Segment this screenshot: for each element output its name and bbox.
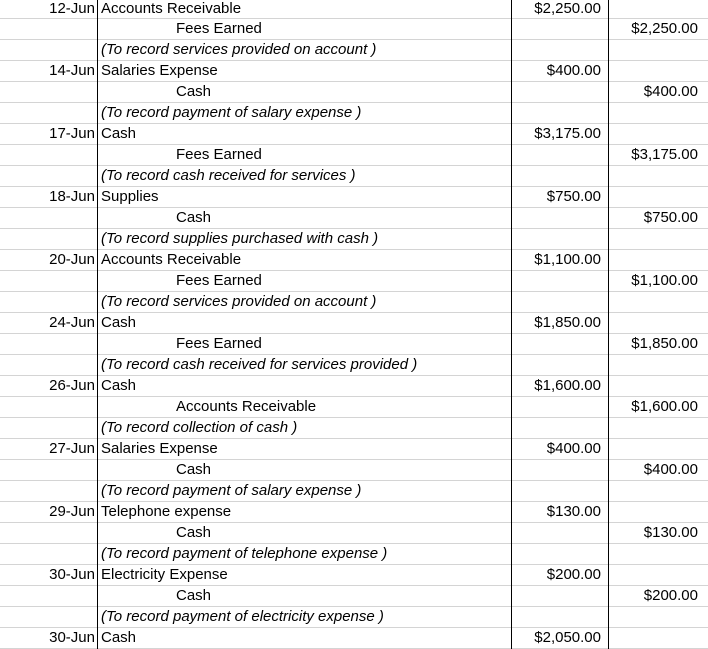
journal-row xyxy=(0,61,708,82)
account-cell[interactable]: Salaries Expense xyxy=(97,61,511,82)
debit-cell[interactable] xyxy=(511,607,608,628)
journal-row xyxy=(0,334,708,355)
journal-row xyxy=(0,586,708,607)
debit-cell[interactable] xyxy=(511,334,608,355)
journal-row xyxy=(0,544,708,565)
date-cell[interactable] xyxy=(0,271,97,292)
account-cell[interactable]: Salaries Expense xyxy=(97,439,511,460)
credit-cell[interactable]: $400.00 xyxy=(608,82,708,103)
debit-cell[interactable]: $1,100.00 xyxy=(511,250,608,271)
credit-cell[interactable]: $1,100.00 xyxy=(608,271,708,292)
debit-cell[interactable] xyxy=(511,19,608,40)
memo-cell[interactable]: (To record cash received for services provided ) xyxy=(97,355,511,376)
credit-cell[interactable] xyxy=(608,502,708,523)
date-cell[interactable] xyxy=(0,418,97,439)
account-cell[interactable]: Electricity Expense xyxy=(97,565,511,586)
date-cell[interactable]: 29-Jun xyxy=(49,503,95,520)
debit-cell[interactable] xyxy=(511,40,608,61)
journal-row xyxy=(0,397,708,418)
account-cell[interactable]: Telephone expense xyxy=(97,502,511,523)
credit-cell[interactable] xyxy=(608,292,708,313)
credit-cell[interactable]: $750.00 xyxy=(608,208,708,229)
journal-row xyxy=(0,607,708,628)
date-cell[interactable] xyxy=(0,523,97,544)
credit-cell[interactable]: $400.00 xyxy=(608,460,708,481)
account-cell[interactable]: Cash xyxy=(97,376,511,397)
credit-cell[interactable] xyxy=(608,439,708,460)
credit-cell[interactable] xyxy=(608,313,708,334)
memo-cell[interactable]: (To record payment of electricity expense ) xyxy=(97,607,511,628)
date-cell[interactable] xyxy=(0,208,97,229)
journal-row xyxy=(0,502,708,523)
memo-cell[interactable]: (To record payment of salary expense ) xyxy=(97,481,511,502)
credit-cell[interactable] xyxy=(608,544,708,565)
account-cell[interactable]: Accounts Receivable xyxy=(97,250,511,271)
date-cell[interactable] xyxy=(0,607,97,628)
debit-cell[interactable]: $400.00 xyxy=(511,61,608,82)
date-cell[interactable] xyxy=(0,397,97,418)
debit-cell[interactable]: $3,175.00 xyxy=(511,124,608,145)
credit-cell[interactable] xyxy=(608,229,708,250)
account-cell[interactable]: Fees Earned xyxy=(97,145,511,166)
account-cell[interactable]: Cash xyxy=(97,124,511,145)
journal-row xyxy=(0,250,708,271)
credit-cell[interactable] xyxy=(608,103,708,124)
memo-cell[interactable]: (To record cash received for services ) xyxy=(97,166,511,187)
credit-cell[interactable]: $1,600.00 xyxy=(608,397,708,418)
journal-row xyxy=(0,565,708,586)
account-cell[interactable]: Cash xyxy=(97,82,511,103)
journal-row xyxy=(0,40,708,61)
debit-cell[interactable]: $1,600.00 xyxy=(511,376,608,397)
credit-cell[interactable]: $3,175.00 xyxy=(608,145,708,166)
journal-row xyxy=(0,166,708,187)
journal-row xyxy=(0,82,708,103)
credit-cell[interactable]: $130.00 xyxy=(608,523,708,544)
account-cell[interactable]: Cash xyxy=(97,313,511,334)
journal-row xyxy=(0,418,708,439)
journal-row xyxy=(0,0,708,19)
date-cell[interactable]: 18-Jun xyxy=(49,188,95,205)
date-cell[interactable] xyxy=(0,19,97,40)
debit-cell[interactable] xyxy=(511,523,608,544)
account-cell[interactable]: Cash xyxy=(97,208,511,229)
date-cell[interactable] xyxy=(0,481,97,502)
journal-row xyxy=(0,145,708,166)
credit-cell[interactable] xyxy=(608,187,708,208)
journal-row xyxy=(0,103,708,124)
date-cell[interactable]: 24-Jun xyxy=(49,314,95,331)
date-cell[interactable]: 12-Jun xyxy=(49,0,95,17)
credit-cell[interactable] xyxy=(608,607,708,628)
credit-cell[interactable] xyxy=(608,166,708,187)
debit-cell[interactable] xyxy=(511,460,608,481)
journal-row xyxy=(0,124,708,145)
journal-row xyxy=(0,271,708,292)
debit-cell[interactable]: $1,850.00 xyxy=(511,313,608,334)
memo-cell[interactable]: (To record services provided on account ) xyxy=(97,292,511,313)
date-cell[interactable]: 17-Jun xyxy=(49,125,95,142)
debit-cell[interactable]: $2,050.00 xyxy=(511,628,608,649)
journal-row xyxy=(0,460,708,481)
journal-row xyxy=(0,292,708,313)
journal-row xyxy=(0,481,708,502)
debit-cell[interactable] xyxy=(511,418,608,439)
date-cell[interactable]: 14-Jun xyxy=(49,62,95,79)
debit-cell[interactable] xyxy=(511,481,608,502)
date-cell[interactable] xyxy=(0,460,97,481)
memo-cell[interactable]: (To record supplies purchased with cash ) xyxy=(97,229,511,250)
journal-row xyxy=(0,628,708,649)
date-cell[interactable] xyxy=(0,292,97,313)
date-cell[interactable]: 30-Jun xyxy=(49,566,95,583)
date-cell[interactable] xyxy=(0,544,97,565)
date-cell[interactable]: 26-Jun xyxy=(49,377,95,394)
account-cell[interactable]: Accounts Receivable xyxy=(97,397,511,418)
credit-cell[interactable] xyxy=(608,565,708,586)
credit-cell[interactable] xyxy=(608,628,708,649)
credit-cell[interactable] xyxy=(608,124,708,145)
credit-cell[interactable] xyxy=(608,61,708,82)
account-cell[interactable]: Accounts Receivable xyxy=(97,0,511,19)
debit-cell[interactable]: $2,250.00 xyxy=(511,0,608,19)
journal-row xyxy=(0,523,708,544)
date-cell[interactable] xyxy=(0,103,97,124)
memo-cell[interactable]: (To record payment of telephone expense ) xyxy=(97,544,511,565)
date-cell[interactable] xyxy=(0,82,97,103)
account-cell[interactable]: Fees Earned xyxy=(97,19,511,40)
date-cell[interactable] xyxy=(0,229,97,250)
date-cell[interactable]: 27-Jun xyxy=(49,440,95,457)
date-cell[interactable] xyxy=(0,40,97,61)
account-cell[interactable]: Fees Earned xyxy=(97,334,511,355)
account-cell[interactable]: Cash xyxy=(97,628,511,649)
account-cell[interactable]: Fees Earned xyxy=(97,271,511,292)
debit-cell[interactable] xyxy=(511,397,608,418)
account-cell[interactable]: Cash xyxy=(97,586,511,607)
debit-cell[interactable] xyxy=(511,208,608,229)
debit-cell[interactable] xyxy=(511,229,608,250)
debit-cell[interactable] xyxy=(511,586,608,607)
debit-cell[interactable]: $400.00 xyxy=(511,439,608,460)
journal-row xyxy=(0,376,708,397)
date-cell[interactable]: 20-Jun xyxy=(49,251,95,268)
account-cell[interactable]: Supplies xyxy=(97,187,511,208)
debit-cell[interactable] xyxy=(511,355,608,376)
date-cell[interactable] xyxy=(0,355,97,376)
debit-cell[interactable] xyxy=(511,82,608,103)
credit-cell[interactable] xyxy=(608,0,708,19)
debit-cell[interactable] xyxy=(511,103,608,124)
journal-row xyxy=(0,313,708,334)
credit-cell[interactable] xyxy=(608,40,708,61)
memo-cell[interactable]: (To record services provided on account ) xyxy=(97,40,511,61)
debit-cell[interactable] xyxy=(511,292,608,313)
credit-cell[interactable] xyxy=(608,481,708,502)
journal-row xyxy=(0,187,708,208)
credit-cell[interactable] xyxy=(608,376,708,397)
date-cell[interactable] xyxy=(0,145,97,166)
account-cell[interactable]: Cash xyxy=(97,523,511,544)
journal-row xyxy=(0,19,708,40)
date-cell[interactable] xyxy=(0,586,97,607)
debit-cell[interactable] xyxy=(511,544,608,565)
memo-cell[interactable]: (To record collection of cash ) xyxy=(97,418,511,439)
credit-cell[interactable]: $2,250.00 xyxy=(608,19,708,40)
credit-cell[interactable] xyxy=(608,355,708,376)
date-cell[interactable] xyxy=(0,166,97,187)
account-cell[interactable]: Cash xyxy=(97,460,511,481)
debit-cell[interactable]: $200.00 xyxy=(511,565,608,586)
journal-row xyxy=(0,355,708,376)
credit-cell[interactable]: $200.00 xyxy=(608,586,708,607)
journal-row xyxy=(0,229,708,250)
debit-cell[interactable] xyxy=(511,271,608,292)
credit-cell[interactable] xyxy=(608,250,708,271)
debit-cell[interactable] xyxy=(511,166,608,187)
debit-cell[interactable]: $130.00 xyxy=(511,502,608,523)
debit-cell[interactable] xyxy=(511,145,608,166)
credit-cell[interactable] xyxy=(608,418,708,439)
memo-cell[interactable]: (To record payment of salary expense ) xyxy=(97,103,511,124)
journal-row xyxy=(0,439,708,460)
debit-cell[interactable]: $750.00 xyxy=(511,187,608,208)
date-cell[interactable]: 30-Jun xyxy=(49,629,95,646)
journal-row xyxy=(0,208,708,229)
credit-cell[interactable]: $1,850.00 xyxy=(608,334,708,355)
date-cell[interactable] xyxy=(0,334,97,355)
